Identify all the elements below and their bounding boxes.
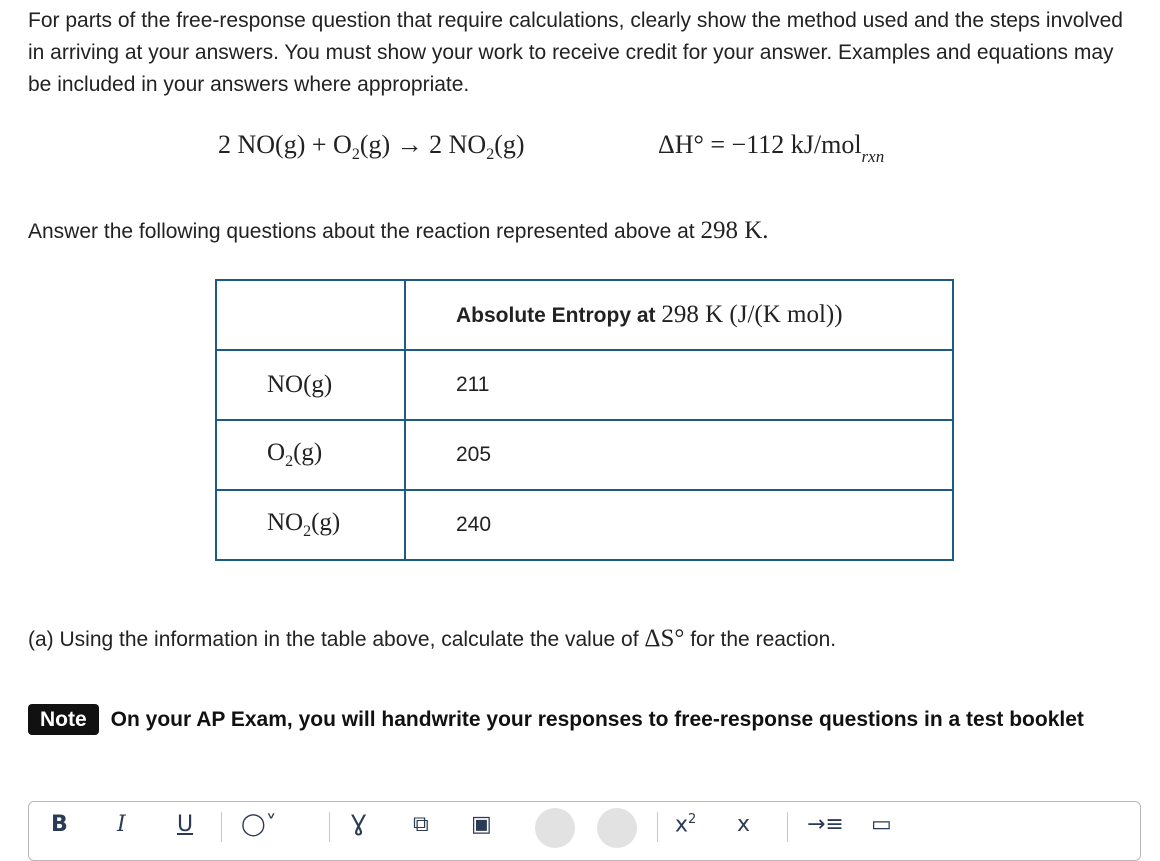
table-header-empty [216,280,405,350]
reaction-mid: (g) → 2 NO [359,130,487,159]
text-color-icon[interactable]: ◯˅ [241,812,277,837]
question-a: (a) Using the information in the table above, calculate the value of ΔS° for the reaction. [28,625,837,652]
underline-button[interactable]: U [177,812,194,837]
toolbar-separator [221,812,222,842]
subscript-icon[interactable]: x [737,812,751,837]
reaction-equation: 2 $NO(g) + O_2(g) \to 2$ $NO_2(g)$ ΔH° = −112 kJ/mol$_{rxn}$ [218,130,885,166]
clear-format-icon[interactable]: Ɣ [351,812,367,837]
undo-button[interactable] [535,808,575,848]
enthalpy-value: ΔH° = −112 kJ/mol$_{rxn}$ [658,130,885,166]
paste-icon[interactable]: ▣ [471,812,492,837]
box-icon[interactable]: ▭ [871,812,892,837]
answer-prompt: Answer the following questions about the reaction represented above at 298 K. [28,217,769,244]
table-row [216,420,953,490]
superscript-icon[interactable]: $x^2$ [675,812,697,838]
italic-button[interactable]: I [117,812,126,837]
table-row [216,490,953,560]
toolbar-separator [657,812,658,842]
instructions-text: For parts of the free-response question that require calculations, clearly show the method used and the steps involved in arriving at your answers. You must show your work to receive credit for your answer. Examples and equations may be included in your answers where appropriate. [28,9,1123,96]
reaction-rhs: (g) [494,130,525,159]
temperature: 298 K. [700,217,769,244]
species-cell: $O_2(g)$ [216,420,405,490]
editor-toolbar [28,801,1141,861]
indent-icon[interactable]: →≡ [807,812,844,837]
species-cell: NO(g) [216,350,405,420]
reaction-lhs: 2 NO(g) + O [218,130,352,159]
note-text: On your AP Exam, you will handwrite your responses to free-response questions in a test booklet [110,708,1084,731]
redo-button[interactable] [597,808,637,848]
entropy-value-cell: 205 [405,420,953,490]
entropy-table [215,279,954,561]
toolbar-separator [329,812,330,842]
note-badge: Note [28,704,99,735]
entropy-value-cell: 240 [405,490,953,560]
table-header-row [216,280,953,350]
copy-icon[interactable]: ⧉ [413,812,429,837]
note-box [28,701,1128,738]
delta-s-symbol: ΔS° [644,625,685,652]
toolbar-separator [787,812,788,842]
bold-button[interactable]: B [51,812,68,837]
entropy-value-cell: 211 [405,350,953,420]
table-row [216,350,953,420]
species-cell: $NO_2(g)$ [216,490,405,560]
table-header-entropy: Absolute Entropy at 298 K (J/(K mol)) [405,280,953,350]
